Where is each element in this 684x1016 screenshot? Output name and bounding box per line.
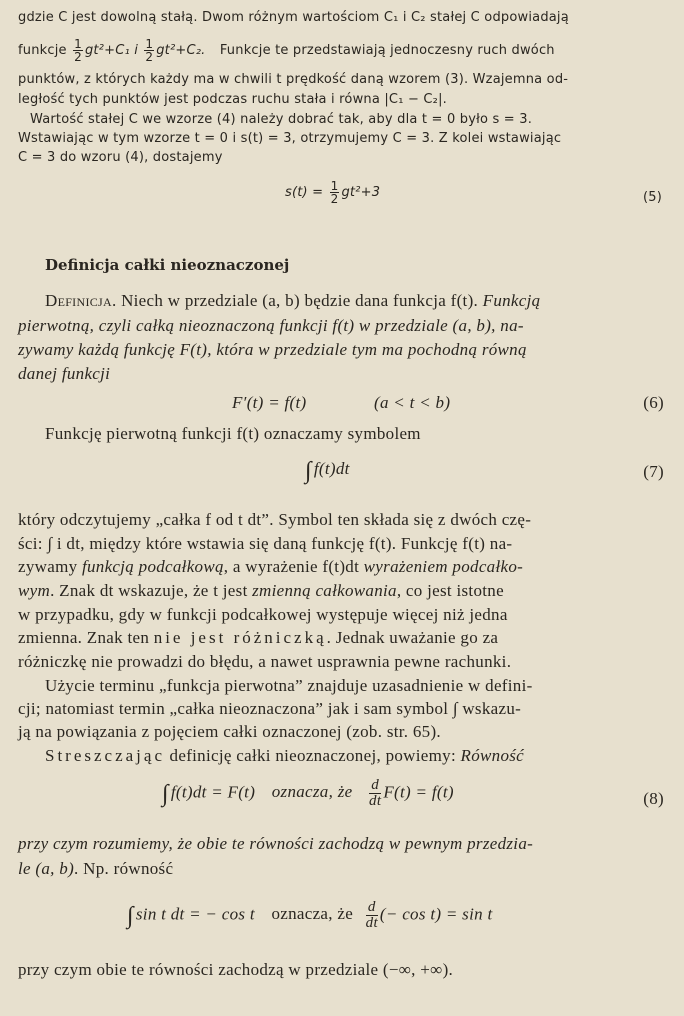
text-line: ją na powiązania z pojęciem całki oznaczonej (zob. str. 65). (18, 722, 441, 741)
text-fragment: Funkcje te przedstawiają jednoczesny ruch dwóch (219, 43, 555, 58)
text-line: przy czym obie te równości zachodzą w przedziale (−∞, +∞). (18, 960, 454, 979)
spaced-fragment: Streszczając (45, 746, 165, 765)
fraction-denominator: 2 (330, 192, 339, 206)
text-fragment: , a wyrażenie f(t)dt (223, 557, 364, 576)
section-heading: Definicja całki nieoznaczonej (45, 256, 290, 274)
fraction-numerator: d (369, 778, 381, 794)
math-fragment: F(t) = f(t) (383, 782, 454, 802)
fraction-numerator: 1 (330, 179, 339, 193)
fraction-denominator: 2 (74, 50, 82, 64)
italic-fragment: wym (18, 581, 51, 600)
text-line: Wartość stałej C we wzorze (4) należy dobrać tak, aby dla t = 0 było s = 3. (30, 112, 533, 127)
italic-fragment: le (a, b) (18, 859, 75, 878)
term-label: Definicja. (45, 291, 117, 310)
text-line (45, 746, 524, 766)
text-line (45, 291, 540, 311)
integral-sign: ∫ (305, 458, 312, 484)
text-line: w przypadku, gdy w funkcji podcałkowej występuje więcej niż jedna (18, 605, 508, 624)
text-line (18, 628, 498, 648)
text-line: Funkcję pierwotną funkcji f(t) oznaczamy symbolem (45, 424, 421, 443)
fraction-denominator: dt (365, 915, 378, 931)
fraction-denominator: dt (369, 793, 382, 809)
fraction (366, 900, 378, 931)
text-line: zywamy każdą funkcję F(t), która w przedziale tym ma pochodną równą (18, 340, 527, 359)
text-fragment: zywamy (18, 557, 82, 576)
math-fragment: gt²+C₁ i (84, 43, 139, 58)
math-fragment: gt²+3 (341, 185, 381, 200)
equation-number: (8) (643, 789, 664, 808)
italic-fragment: wyrażeniem podcałko- (363, 557, 524, 576)
text-line: C = 3 do wzoru (4), dostajemy (18, 150, 223, 165)
math-fragment: f(t)dt = F(t) (170, 782, 256, 802)
text-line: przy czym rozumiemy, że obie te równości zachodzą w pewnym przedzia- (18, 834, 534, 853)
text-fragment: . Znak dt wskazuje, że t jest (50, 581, 253, 600)
equation-number: (7) (643, 462, 664, 481)
text-line (18, 557, 523, 577)
integral-sign: ∫ (162, 781, 169, 808)
text-line: ści: ∫ i dt, między które wstawia się daną funkcję f(t). Funkcję f(t) na- (18, 534, 513, 553)
italic-fragment: funkcją podcałkową (81, 557, 224, 576)
italic-fragment: Równość (460, 746, 524, 765)
math-fragment: f(t)dt (313, 459, 350, 478)
equation-8 (162, 778, 454, 809)
text-fragment: Niech w przedziale (a, b) będzie dana funkcja f(t). (116, 291, 483, 310)
equation-7 (305, 458, 350, 485)
fraction-numerator: 1 (145, 37, 154, 51)
math-fragment: gt²+C₂. (156, 43, 206, 58)
text-line: różniczkę nie prowadzi do błędu, a nawet usprawnia pewne rachunki. (18, 652, 512, 671)
equation-6-range: (a < t < b) (374, 393, 451, 412)
fraction (144, 38, 154, 63)
text-line (18, 859, 173, 879)
fraction-numerator: 1 (74, 37, 82, 51)
fraction-denominator: 2 (145, 50, 154, 64)
spaced-fragment: nie jest różniczką (153, 628, 327, 647)
text-line: danej funkcji (18, 364, 111, 383)
math-fragment: s(t) = (285, 185, 324, 200)
equation-number: (6) (643, 393, 664, 412)
text-fragment: funkcje (18, 43, 67, 58)
italic-fragment: zmienną całkowania (252, 581, 397, 600)
fraction (73, 38, 83, 63)
integral-sign: ∫ (127, 903, 134, 930)
text-fragment: . Np. równość (74, 859, 174, 878)
text-line: gdzie C jest dowolną stałą. Dwom różnym wartościom C₁ i C₂ stałej C odpowiadają (18, 10, 569, 25)
text-fragment: zmienna. Znak ten (18, 628, 154, 647)
text-line: punktów, z których każdy ma w chwili t prędkość daną wzorem (3). Wzajemna od- (18, 72, 569, 87)
fraction (369, 778, 381, 809)
equation-6-left: F′(t) = f(t) (232, 393, 307, 412)
math-fragment: sin t dt = − cos t (135, 904, 255, 924)
italic-fragment: oznacza, że (271, 782, 353, 802)
equation-9 (127, 900, 492, 931)
text-line: ległość tych punktów jest podczas ruchu stała i równa |C₁ − C₂|. (18, 92, 447, 107)
text-line: który odczytujemy „całka f od t dt”. Symbol ten składa się z dwóch czę- (18, 510, 532, 529)
text-line (18, 581, 504, 601)
text-fragment: . Jednak uważanie go za (326, 628, 499, 647)
text-line: Użycie terminu „funkcja pierwotna” znajduje uzasadnienie w defini- (45, 676, 533, 695)
math-fragment: (− cos t) = sin t (379, 904, 493, 924)
text-fragment: , co jest istotne (396, 581, 504, 600)
text-fragment: definicję całki nieoznaczonej, powiemy: (165, 746, 461, 765)
equation-5 (285, 180, 380, 205)
fraction-numerator: d (366, 900, 378, 916)
text-line: cji; natomiast termin „całka nieoznaczona” jak i sam symbol ∫ wskazu- (18, 699, 522, 718)
text-line: pierwotną, czyli całką nieoznaczoną funkcji f(t) w przedziale (a, b), na- (18, 316, 524, 335)
text-line-with-fractions (18, 38, 555, 63)
equation-number: (5) (642, 190, 662, 205)
text-fragment: oznacza, że (271, 904, 354, 924)
fraction (330, 180, 340, 205)
text-line: Wstawiając w tym wzorze t = 0 i s(t) = 3, otrzymujemy C = 3. Z kolei wstawiając (18, 131, 562, 146)
italic-fragment: Funkcją (482, 291, 541, 310)
